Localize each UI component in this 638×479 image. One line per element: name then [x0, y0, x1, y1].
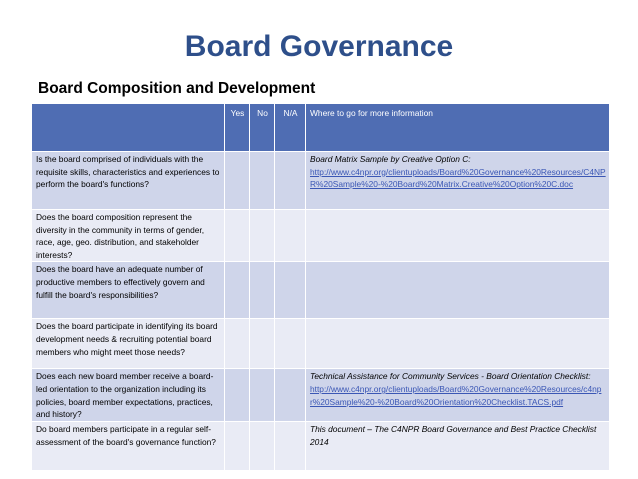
- table-row: [32, 422, 610, 471]
- no-cell[interactable]: [250, 262, 275, 319]
- no-cell[interactable]: [250, 369, 275, 422]
- na-cell[interactable]: [275, 152, 306, 210]
- header-no: No: [250, 104, 275, 152]
- na-cell[interactable]: [275, 422, 306, 471]
- question-cell: Does each new board member receive a board-led orientation to the organization including its policies, board member expectations, practices, and history?: [32, 369, 225, 422]
- question-cell: Does the board participate in identifying its board development needs & recruiting potential board members who might meet those needs?: [32, 319, 225, 369]
- na-cell[interactable]: [275, 369, 306, 422]
- page-title: Board Governance: [184, 30, 454, 63]
- table-row: [32, 319, 610, 369]
- header-resources: Where to go for more information: [306, 104, 610, 152]
- na-cell[interactable]: [275, 210, 306, 262]
- no-cell[interactable]: [250, 152, 275, 210]
- resource-cell: [306, 369, 610, 422]
- yes-cell[interactable]: [225, 319, 250, 369]
- resource-title: Technical Assistance for Community Services - Board Orientation Checklist:: [310, 371, 591, 382]
- na-cell[interactable]: [275, 319, 306, 369]
- resource-link[interactable]: http://www.c4npr.org/clientuploads/Board%20Governance%20Resources/C4NPR%20Sample%20-%20Board%20Matrix.Creative%20Option%20C.doc: [310, 166, 606, 190]
- question-cell: Is the board comprised of individuals with the requisite skills, characteristics and experiences to perform the board's functions?: [32, 152, 225, 210]
- question-cell: Do board members participate in a regular self-assessment of the board's governance function?: [32, 422, 225, 471]
- table-row: [32, 262, 610, 319]
- table-row: [32, 369, 610, 422]
- no-cell[interactable]: [250, 319, 275, 369]
- resource-title: Board Matrix Sample by Creative Option C:: [310, 154, 471, 164]
- na-cell[interactable]: [275, 262, 306, 319]
- table-row: [32, 152, 610, 210]
- header-question: [32, 104, 225, 152]
- resource-cell: [306, 152, 610, 210]
- no-cell[interactable]: [250, 422, 275, 471]
- yes-cell[interactable]: [225, 262, 250, 319]
- no-cell[interactable]: [250, 210, 275, 262]
- resource-cell: [306, 210, 610, 262]
- question-cell: Does the board composition represent the diversity in the community in terms of gender, race, age, geo. distribution, and stakeholder interests?: [32, 210, 225, 262]
- yes-cell[interactable]: [225, 152, 250, 210]
- header-yes: Yes: [225, 104, 250, 152]
- yes-cell[interactable]: [225, 369, 250, 422]
- resource-cell: [306, 422, 610, 471]
- resource-title: This document – The C4NPR Board Governance and Best Practice Checklist 2014: [310, 424, 597, 447]
- resource-link[interactable]: http://www.c4npr.org/clientuploads/Board%20Governance%20Resources/c4npr%20Sample%20-%20Board%20Orientation%20Checklist.TACS.pdf: [310, 383, 602, 407]
- resource-cell: [306, 262, 610, 319]
- yes-cell[interactable]: [225, 210, 250, 262]
- yes-cell[interactable]: [225, 422, 250, 471]
- section-subtitle: Board Composition and Development: [38, 80, 316, 97]
- header-na: N/A: [275, 104, 306, 152]
- checklist-table: [31, 103, 610, 471]
- resource-cell: [306, 319, 610, 369]
- table-header-row: [32, 104, 610, 152]
- question-cell: Does the board have an adequate number of productive members to effectively govern and fulfill the board's responsibilities?: [32, 262, 225, 319]
- table-row: [32, 210, 610, 262]
